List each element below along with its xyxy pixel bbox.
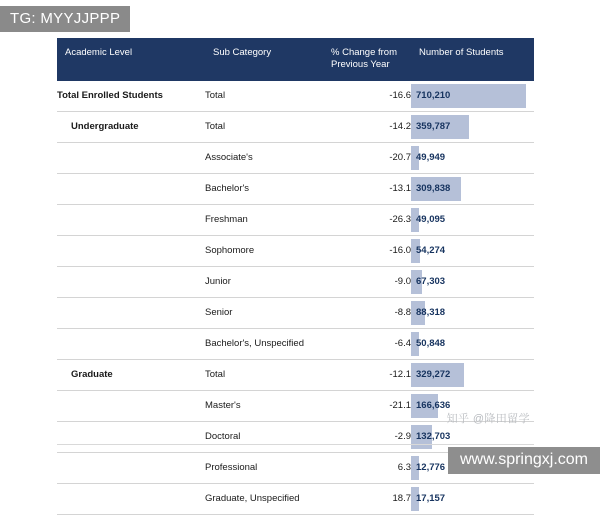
value-label: 67,303 bbox=[416, 275, 446, 287]
cell-academic-level bbox=[57, 390, 205, 421]
header-academic-level: Academic Level bbox=[57, 38, 205, 81]
bar-cell bbox=[411, 267, 534, 297]
cell-sub-category: Graduate, Unspecified bbox=[205, 483, 323, 514]
cell-academic-level bbox=[57, 266, 205, 297]
cell-sub-category: Sophomore bbox=[205, 235, 323, 266]
cell-sub-category: Junior bbox=[205, 266, 323, 297]
cell-pct-change: -9.0 bbox=[323, 266, 411, 297]
footer-divider bbox=[57, 444, 534, 445]
value-label: 166,636 bbox=[416, 399, 451, 411]
cell-sub-category: Total bbox=[205, 81, 323, 112]
cell-sub-category: Freshman bbox=[205, 204, 323, 235]
cell-pct-change: -26.3 bbox=[323, 204, 411, 235]
cell-sub-category: Bachelor's bbox=[205, 173, 323, 204]
cell-pct-change: -20.7 bbox=[323, 142, 411, 173]
cell-sub-category: Bachelor's, Unspecified bbox=[205, 328, 323, 359]
site-watermark: www.springxj.com bbox=[448, 447, 600, 474]
value-label: 329,272 bbox=[416, 368, 451, 380]
header-pct-change: % Change from Previous Year bbox=[323, 38, 411, 81]
cell-number-of-students bbox=[411, 81, 534, 112]
cell-academic-level: Undergraduate bbox=[57, 111, 205, 142]
cell-sub-category: Associate's bbox=[205, 142, 323, 173]
cell-academic-level bbox=[57, 142, 205, 173]
cell-sub-category: Total bbox=[205, 359, 323, 390]
value-label: 49,949 bbox=[416, 151, 446, 163]
cell-sub-category: Senior bbox=[205, 297, 323, 328]
cell-academic-level bbox=[57, 173, 205, 204]
bar-cell bbox=[411, 81, 534, 111]
value-label: 17,157 bbox=[416, 492, 446, 504]
cell-number-of-students bbox=[411, 359, 534, 390]
bar-cell bbox=[411, 205, 534, 235]
cell-pct-change: -8.8 bbox=[323, 297, 411, 328]
cell-academic-level: Graduate bbox=[57, 359, 205, 390]
cell-number-of-students bbox=[411, 142, 534, 173]
cell-pct-change: 6.3 bbox=[323, 452, 411, 483]
cell-pct-change: -12.1 bbox=[323, 359, 411, 390]
cell-pct-change: -2.9 bbox=[323, 421, 411, 452]
bar-cell bbox=[411, 236, 534, 266]
bar-cell bbox=[411, 329, 534, 359]
bar-cell bbox=[411, 143, 534, 173]
table-row bbox=[57, 111, 534, 142]
cell-academic-level bbox=[57, 328, 205, 359]
cell-sub-category: Master's bbox=[205, 390, 323, 421]
cell-sub-category: Professional bbox=[205, 452, 323, 483]
cell-academic-level bbox=[57, 452, 205, 483]
cell-number-of-students bbox=[411, 111, 534, 142]
table-row bbox=[57, 81, 534, 112]
cell-pct-change: -14.2 bbox=[323, 111, 411, 142]
telegram-watermark: TG: MYYJJPPP bbox=[0, 6, 130, 32]
cell-number-of-students bbox=[411, 483, 534, 514]
cell-number-of-students bbox=[411, 297, 534, 328]
table-row bbox=[57, 359, 534, 390]
header-sub-category: Sub Category bbox=[205, 38, 323, 81]
cell-sub-category: Total bbox=[205, 111, 323, 142]
header-number-of-students: Number of Students bbox=[411, 38, 534, 81]
table-row bbox=[57, 235, 534, 266]
cell-number-of-students bbox=[411, 173, 534, 204]
table-header-row bbox=[57, 38, 534, 81]
value-label: 54,274 bbox=[416, 244, 446, 256]
bar-cell bbox=[411, 484, 534, 514]
cell-number-of-students bbox=[411, 328, 534, 359]
value-label: 12,776 bbox=[416, 461, 446, 473]
cell-academic-level bbox=[57, 235, 205, 266]
zhihu-watermark: 知乎 @降田留学 bbox=[446, 413, 530, 425]
value-label: 88,318 bbox=[416, 306, 446, 318]
table-row bbox=[57, 142, 534, 173]
cell-academic-level: Total Enrolled Students bbox=[57, 81, 205, 112]
cell-pct-change: 18.7 bbox=[323, 483, 411, 514]
cell-number-of-students bbox=[411, 235, 534, 266]
table-row bbox=[57, 483, 534, 514]
table-row bbox=[57, 297, 534, 328]
value-label: 309,838 bbox=[416, 182, 451, 194]
bar-cell bbox=[411, 112, 534, 142]
cell-pct-change: -16.0 bbox=[323, 235, 411, 266]
cell-academic-level bbox=[57, 483, 205, 514]
value-label: 710,210 bbox=[416, 89, 451, 101]
bar-cell bbox=[411, 174, 534, 204]
cell-academic-level bbox=[57, 204, 205, 235]
cell-pct-change: -16.6 bbox=[323, 81, 411, 112]
value-label: 359,787 bbox=[416, 120, 451, 132]
cell-pct-change: -21.1 bbox=[323, 390, 411, 421]
table-row bbox=[57, 204, 534, 235]
cell-sub-category: Doctoral bbox=[205, 421, 323, 452]
cell-pct-change: -13.1 bbox=[323, 173, 411, 204]
bar-cell bbox=[411, 298, 534, 328]
cell-pct-change: -6.4 bbox=[323, 328, 411, 359]
value-label: 50,848 bbox=[416, 337, 446, 349]
cell-academic-level bbox=[57, 297, 205, 328]
cell-academic-level bbox=[57, 421, 205, 452]
bar-cell bbox=[411, 360, 534, 390]
table-header bbox=[57, 38, 534, 81]
value-label: 132,703 bbox=[416, 430, 451, 442]
table-row bbox=[57, 328, 534, 359]
table-row bbox=[57, 173, 534, 204]
table-row bbox=[57, 266, 534, 297]
value-label: 49,095 bbox=[416, 213, 446, 225]
cell-number-of-students bbox=[411, 266, 534, 297]
cell-number-of-students bbox=[411, 204, 534, 235]
